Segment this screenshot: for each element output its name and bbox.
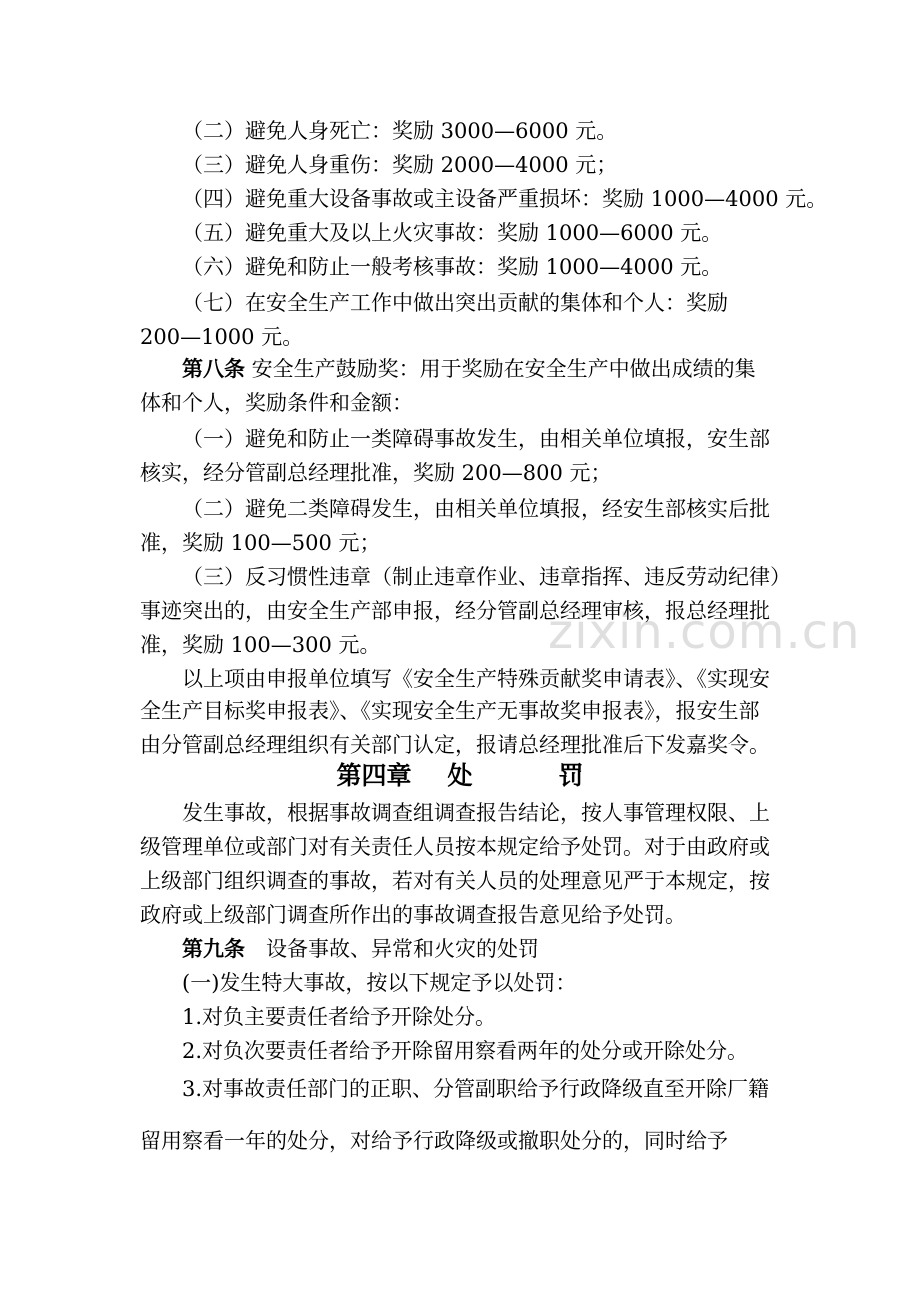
item-3-continuation-1: 事迹突出的，由安全生产部申报，经分管副总经理审核，报总经理批: [140, 599, 770, 623]
chapter-number: 第四章: [336, 761, 412, 790]
application-paragraph: 以上项由申报单位填写《安全生产特殊贡献奖申请表》、《实现安: [182, 667, 770, 691]
item-3-anti-violation: （三）反习惯性违章（制止违章作业、违章指挥、违反劳动纪律）: [182, 565, 791, 589]
chapter-heading: [0, 759, 920, 793]
clause-6-avoid-general-accident: （六）避免和防止一般考核事故：奖励 1000—4000 元。: [182, 255, 723, 279]
penalty-intro-continuation-3: 政府或上级部门调查所作出的事故调查报告意见给予处罚。: [140, 903, 686, 927]
penalty-item-3: 3.对事故责任部门的正职、分管副职给予行政降级直至开除厂籍: [182, 1077, 770, 1101]
clause-5-avoid-fire: （五）避免重大及以上火灾事故：奖励 1000—6000 元。: [182, 221, 723, 245]
watermark-text: zixin.com.cn: [548, 604, 861, 660]
penalty-item-2: 2.对负次要责任者给予开除留用察看两年的处分或开除处分。: [182, 1039, 749, 1063]
penalty-item-1: 1.对负主要责任者给予开除处分。: [182, 1005, 497, 1029]
article-9-text: 设备事故、异常和火灾的处罚: [245, 937, 539, 961]
clause-4-avoid-equipment-accident: （四）避免重大设备事故或主设备严重损坏：奖励 1000—4000 元。: [182, 187, 828, 211]
item-2-second-class-obstacle: （二）避免二类障碍发生，由相关单位填报，经安生部核实后批: [182, 497, 770, 521]
penalty-item-3-continuation: 留用察看一年的处分，对给予行政降级或撤职处分的，同时给予: [140, 1129, 728, 1153]
item-2-continuation: 准，奖励 100—500 元；: [140, 531, 381, 555]
article-8-text: 安全生产鼓励奖：用于奖励在安全生产中做出成绩的集: [245, 357, 756, 381]
article-9-line: [182, 932, 790, 966]
clause-3-avoid-injury: （三）避免人身重伤：奖励 2000—4000 元；: [182, 153, 618, 177]
major-accident-clause: (一)发生特大事故，按以下规定予以处罚：: [182, 971, 577, 995]
article-8-continuation: 体和个人，奖励条件和金额：: [140, 391, 413, 415]
application-continuation-1: 全生产目标奖申报表》、《实现安全生产无事故奖申报表》，报安生部: [140, 699, 760, 723]
item-3-continuation-2: 准，奖励 100—300 元。: [140, 633, 381, 657]
penalty-intro-continuation-1: 级管理单位或部门对有关责任人员按本规定给予处罚。对于由政府或: [140, 835, 770, 859]
article-8-line: [182, 352, 790, 386]
article-8-label: 第八条: [182, 356, 245, 381]
clause-7-continuation: 200—1000 元。: [140, 325, 304, 349]
chapter-word-1: 处: [447, 761, 473, 790]
clause-7-outstanding-contribution: （七）在安全生产工作中做出突出贡献的集体和个人：奖励: [182, 291, 728, 315]
article-9-label: 第九条: [182, 936, 245, 961]
penalty-intro-continuation-2: 上级部门组织调查的事故，若对有关人员的处理意见严于本规定，按: [140, 869, 770, 893]
chapter-word-2: 罚: [558, 761, 584, 790]
item-1-continuation: 核实，经分管副总经理批准，奖励 200—800 元；: [140, 461, 612, 485]
penalty-intro: 发生事故，根据事故调查组调查报告结论，按人事管理权限、上: [182, 801, 770, 825]
application-continuation-2: 由分管副总经理组织有关部门认定，报请总经理批准后下发嘉奖令。: [140, 733, 770, 757]
clause-2-avoid-death: （二）避免人身死亡：奖励 3000—6000 元。: [182, 119, 618, 143]
item-1-first-class-obstacle: （一）避免和防止一类障碍事故发生，由相关单位填报，安生部: [182, 427, 770, 451]
